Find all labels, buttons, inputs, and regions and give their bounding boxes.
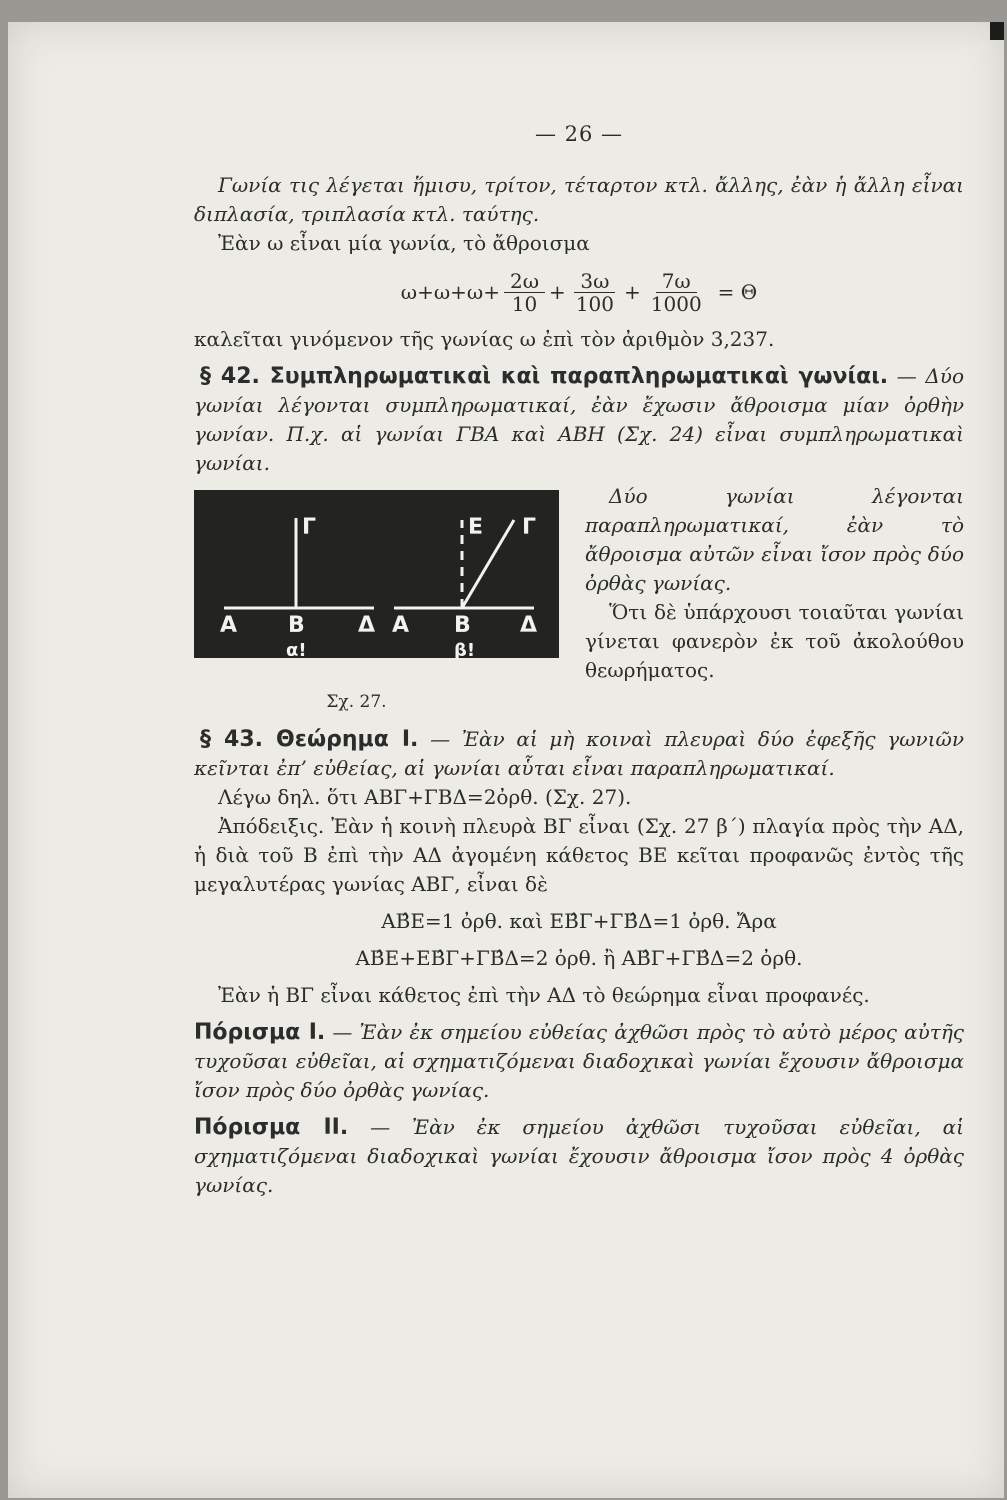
supplementary-definition: Δύο γωνίαι λέγονται παραπληρωματικαί, ἐὰν τὸ ἄθροισμα αὐτῶν εἶναι ἴσον πρὸς δύο ὀρθὰς γωνίας. xyxy=(585,484,964,595)
fraction-1-numerator: 2ω xyxy=(504,270,545,293)
fraction-2-denominator: 100 xyxy=(575,292,614,316)
figure-row xyxy=(194,484,964,717)
formula-plus-1: + xyxy=(549,280,566,304)
label-alpha-b: Α xyxy=(392,613,410,638)
proof-equation-1: ΑΒ̂Ε=1 ὀρθ. καὶ ΕΒ̂Γ+ΓΒ̂Δ=1 ὀρθ. Ἄρα xyxy=(381,909,777,933)
theorem-1-remark: Ἐὰν ἡ ΒΓ εἶναι κάθετος ἐπὶ τὴν ΑΔ τὸ θεώρημα εἶναι προφανές. xyxy=(218,983,870,1007)
theorem-1-heading: § 43. Θεώρημα Ι. xyxy=(200,727,419,752)
corollary-2-text: — Ἐὰν ἐκ σημείου ἀχθῶσι τυχοῦσαι εὐθεῖαι, αἱ σχηματιζόμεναι διαδοχικαὶ γωνίαι ἔχουσιν ἄθροισμα ἴσον πρὸς 4 ὀρθὰς γωνίας. xyxy=(194,1115,964,1197)
fraction-2 xyxy=(570,270,620,315)
label-sub-alpha: α! xyxy=(286,640,307,658)
formula-lead: ω+ω+ω+ xyxy=(400,280,500,304)
supplementary-existence: Ὅτι δὲ ὑπάρχουσι τοιαῦται γωνίαι γίνεται φανερὸν ἐκ τοῦ ἀκολούθου θεωρήματος. xyxy=(585,600,964,682)
intro-sum-line: Ἐὰν ω εἶναι μία γωνία, τὸ ἄθροισμα xyxy=(218,231,590,255)
intro-paragraph: Γωνία τις λέγεται ἥμισυ, τρίτον, τέταρτον κτλ. ἄλλης, ἐὰν ἡ ἄλλη εἶναι διπλασία, τριπλασία κτλ. ταύτης. xyxy=(194,173,964,226)
fraction-1 xyxy=(504,270,545,315)
theorem-1-text: — Ἐὰν αἱ μὴ κοιναὶ πλευραὶ δύο ἐφεξῆς γωνιῶν κεῖνται ἐπ’ εὐθείας, αἱ γωνίαι αὗται εἶναι παραπληρωματικαί. xyxy=(194,727,964,780)
label-beta-a: Β xyxy=(288,613,305,638)
corollary-1-heading: Πόρισμα Ι. xyxy=(194,1020,326,1045)
formula-result: = Θ xyxy=(717,280,758,304)
theorem-1-paragraph xyxy=(194,725,964,783)
formula-plus-2: + xyxy=(624,280,641,304)
corollary-2-paragraph xyxy=(194,1113,964,1200)
corollary-2-heading: Πόρισμα ΙΙ. xyxy=(194,1115,349,1140)
figure-side-text xyxy=(585,482,964,717)
label-delta-b: Δ xyxy=(520,613,538,638)
page-sheet xyxy=(8,22,1004,1498)
angle-figure xyxy=(194,490,559,658)
figure-27 xyxy=(194,490,559,717)
label-sub-beta: β! xyxy=(454,640,476,658)
label-delta-a: Δ xyxy=(358,613,376,638)
page-number: — 26 — xyxy=(534,122,624,146)
corollary-1-paragraph xyxy=(194,1018,964,1105)
label-beta-b: Β xyxy=(454,613,471,638)
section-42-text: — Δύο γωνίαι λέγονται συμπληρωματικαί, ἐὰν ἔχωσιν ἄθροισμα μίαν ὀρθὴν γωνίαν. Π.χ. αἱ γωνίαι ΓΒΑ καὶ ΑΒΗ (Σχ. 24) εἶναι συμπληρωματικαὶ γωνίαι. xyxy=(194,364,965,475)
section-42-heading: § 42. Συμπληρωματικαὶ καὶ παραπληρωματικαὶ γωνίαι. xyxy=(200,364,889,389)
label-gamma-b: Γ xyxy=(522,515,537,540)
label-gamma-a: Γ xyxy=(302,515,317,540)
scan-corner xyxy=(990,22,1004,40)
formula-description: καλεῖται γινόμενον τῆς γωνίας ω ἐπὶ τὸν ἀριθμὸν 3,237. xyxy=(194,327,775,351)
theorem-1-claim: Λέγω δηλ. ὅτι ΑΒΓ+ΓΒΔ=2ὀρθ. (Σχ. 27). xyxy=(218,785,632,809)
page-content xyxy=(194,120,964,1200)
corollary-1-text: — Ἐὰν ἐκ σημείου εὐθείας ἀχθῶσι πρὸς τὸ αὐτὸ μέρος αὐτῆς τυχοῦσαι εὐθεῖαι, αἱ σχηματιζόμεναι διαδοχικαὶ γωνίαι ἔχουσιν ἄθροισμα ἴσον πρὸς δύο ὀρθὰς γωνίας. xyxy=(194,1020,964,1102)
theorem-1-proof: Ἀπόδειξις. Ἐὰν ἡ κοινὴ πλευρὰ ΒΓ εἶναι (Σχ. 27 β΄) πλαγία πρὸς τὴν ΑΔ, ἡ διὰ τοῦ Β ἐπὶ τὴν ΑΔ ἀγομένη κάθετος ΒΕ κεῖται προφανῶς ἐντὸς τῆς μεγαλυτέρας γωνίας ΑΒΓ, εἶναι δὲ xyxy=(194,814,964,896)
fraction-3-numerator: 7ω xyxy=(656,270,697,293)
label-epsilon-b: Ε xyxy=(468,515,484,540)
fraction-2-numerator: 3ω xyxy=(574,270,615,293)
fraction-3-denominator: 1000 xyxy=(650,292,702,316)
label-alpha-a: Α xyxy=(220,613,238,638)
section-42-paragraph xyxy=(194,362,964,478)
sum-formula xyxy=(194,270,964,315)
fraction-1-denominator: 10 xyxy=(511,292,538,316)
proof-equation-2: ΑΒ̂Ε+ΕΒ̂Γ+ΓΒ̂Δ=2 ὀρθ. ἢ ΑΒ̂Γ+ΓΒ̂Δ=2 ὀρθ. xyxy=(355,946,803,970)
figure-caption: Σχ. 27. xyxy=(326,692,387,712)
fraction-3 xyxy=(645,270,708,315)
